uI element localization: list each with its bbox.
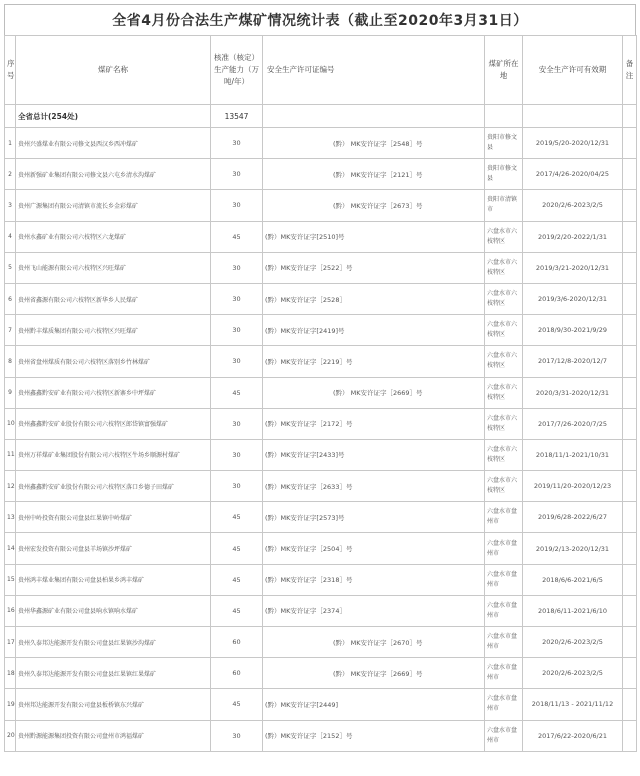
row-validity: 2020/2/6-2023/2/5	[523, 658, 623, 689]
row-seq: 1	[5, 128, 16, 159]
row-validity: 2018/9/30-2021/9/29	[523, 315, 623, 346]
row-license: (黔） MK安许证字［2670］号	[263, 627, 485, 658]
row-remark	[623, 533, 637, 564]
row-validity: 2019/2/13-2020/12/31	[523, 533, 623, 564]
row-validity: 2017/12/8-2020/12/7	[523, 346, 623, 377]
row-mine-name: 贵州水鑫矿业有限公司六枝特区六龙煤矿	[16, 221, 211, 252]
row-seq: 2	[5, 159, 16, 190]
row-validity: 2019/6/28-2022/6/27	[523, 502, 623, 533]
row-mine-name: 贵州黔源能源集团投资有限公司盘州市鸿福煤矿	[16, 720, 211, 751]
row-location: 贵阳市修文县	[485, 128, 523, 159]
row-mine-name: 贵州久泰邦达能源开发有限公司盘县红果镇沙沟煤矿	[16, 627, 211, 658]
row-location: 六盘水市盘州市	[485, 533, 523, 564]
row-validity: 2020/2/6-2023/2/5	[523, 627, 623, 658]
row-remark	[623, 377, 637, 408]
row-validity: 2019/3/21-2020/12/31	[523, 252, 623, 283]
row-remark	[623, 408, 637, 439]
table-row	[5, 283, 637, 314]
row-validity: 2019/11/20-2020/12/23	[523, 471, 623, 502]
row-capacity: 45	[211, 595, 263, 626]
row-license: (黔）MK安许证字[2510]号	[263, 221, 485, 252]
row-remark	[623, 595, 637, 626]
row-location: 贵阳市修文县	[485, 159, 523, 190]
row-license: (黔）MK安许证字[2419]号	[263, 315, 485, 346]
row-location: 六盘水市盘州市	[485, 658, 523, 689]
row-seq: 5	[5, 252, 16, 283]
header-mine-name: 煤矿名称	[16, 36, 211, 105]
row-remark	[623, 159, 637, 190]
row-capacity: 45	[211, 377, 263, 408]
row-capacity: 45	[211, 689, 263, 720]
row-mine-name: 贵州省盘州煤质有限公司六枝特区落别乡竹林煤矿	[16, 346, 211, 377]
row-remark	[623, 720, 637, 751]
row-remark	[623, 252, 637, 283]
header-license: 安全生产许可证编号	[263, 36, 485, 105]
table-row	[5, 159, 637, 190]
row-seq: 7	[5, 315, 16, 346]
row-remark	[623, 315, 637, 346]
row-capacity: 45	[211, 221, 263, 252]
row-seq: 11	[5, 439, 16, 470]
row-validity: 2020/2/6-2023/2/5	[523, 190, 623, 221]
row-capacity: 45	[211, 564, 263, 595]
row-mine-name: 贵州新强矿业集团有限公司修文县六屯乡清水沟煤矿	[16, 159, 211, 190]
row-location: 六盘水市六枝特区	[485, 471, 523, 502]
row-license: (黔）MK安许证字［2374］	[263, 595, 485, 626]
row-remark	[623, 564, 637, 595]
row-remark	[623, 128, 637, 159]
row-location: 贵阳市清镇市	[485, 190, 523, 221]
row-capacity: 60	[211, 627, 263, 658]
row-license: (黔） MK安许证字［2669］号	[263, 658, 485, 689]
table-row	[5, 689, 637, 720]
table-row	[5, 502, 637, 533]
table-row	[5, 315, 637, 346]
row-seq: 8	[5, 346, 16, 377]
row-validity: 2019/5/20-2020/12/31	[523, 128, 623, 159]
row-remark	[623, 190, 637, 221]
row-license: (黔） MK安许证字［2548］号	[263, 128, 485, 159]
header-seq: 序号	[5, 36, 16, 105]
row-seq: 12	[5, 471, 16, 502]
row-location: 六盘水市盘州市	[485, 689, 523, 720]
table-row	[5, 346, 637, 377]
table-row	[5, 408, 637, 439]
row-capacity: 30	[211, 439, 263, 470]
row-remark	[623, 627, 637, 658]
row-validity: 2019/3/6-2020/12/31	[523, 283, 623, 314]
row-license: (黔）MK安许证字[2449]	[263, 689, 485, 720]
row-validity: 2017/6/22-2020/6/21	[523, 720, 623, 751]
row-capacity: 30	[211, 346, 263, 377]
table-row	[5, 720, 637, 751]
row-license: (黔）MK安许证字[2573]号	[263, 502, 485, 533]
row-remark	[623, 689, 637, 720]
row-seq: 4	[5, 221, 16, 252]
row-validity: 2020/3/31-2020/12/31	[523, 377, 623, 408]
row-license: (黔）MK安许证字［2172］号	[263, 408, 485, 439]
row-remark	[623, 221, 637, 252]
row-mine-name: 贵州鑫鑫黔安矿业股份有限公司六枝特区郎岱镇富强煤矿	[16, 408, 211, 439]
row-capacity: 30	[211, 471, 263, 502]
table-row	[5, 564, 637, 595]
row-capacity: 60	[211, 658, 263, 689]
row-capacity: 30	[211, 720, 263, 751]
row-capacity: 30	[211, 252, 263, 283]
row-validity: 2018/11/13 - 2021/11/12	[523, 689, 623, 720]
row-mine-name: 贵州鸿丰煤业集团有限公司盘县柏果乡鸿丰煤矿	[16, 564, 211, 595]
row-capacity: 30	[211, 408, 263, 439]
table-row	[5, 533, 637, 564]
row-license: (黔）MK安许证字［2522］号	[263, 252, 485, 283]
table-row	[5, 658, 637, 689]
row-location: 六盘水市盘州市	[485, 595, 523, 626]
total-capacity: 13547	[211, 105, 263, 128]
row-validity: 2017/4/26-2020/04/25	[523, 159, 623, 190]
row-mine-name: 贵州华鑫源矿业有限公司盘县响水镇响水煤矿	[16, 595, 211, 626]
row-location: 六盘水市六枝特区	[485, 439, 523, 470]
row-seq: 9	[5, 377, 16, 408]
row-validity: 2018/6/11-2021/6/10	[523, 595, 623, 626]
statistics-sheet	[4, 4, 636, 752]
table-row	[5, 252, 637, 283]
row-location: 六盘水市盘州市	[485, 627, 523, 658]
table-row	[5, 190, 637, 221]
row-seq: 3	[5, 190, 16, 221]
coal-mine-table	[4, 35, 637, 752]
row-capacity: 45	[211, 533, 263, 564]
row-validity: 2019/2/20-2022/1/31	[523, 221, 623, 252]
row-license: (黔）MK安许证字［2633］号	[263, 471, 485, 502]
row-remark	[623, 502, 637, 533]
row-location: 六盘水市盘州市	[485, 564, 523, 595]
table-row	[5, 471, 637, 502]
row-seq: 15	[5, 564, 16, 595]
row-seq: 14	[5, 533, 16, 564]
header-location: 煤矿所在地	[485, 36, 523, 105]
row-mine-name: 贵州鑫鑫黔安矿业股份有限公司六枝特区落口乡德子田煤矿	[16, 471, 211, 502]
row-license: (黔） MK安许证字［2673］号	[263, 190, 485, 221]
row-remark	[623, 658, 637, 689]
table-row	[5, 627, 637, 658]
row-mine-name: 贵州中岭投资有限公司盘县红果镇中岭煤矿	[16, 502, 211, 533]
page-title: 全省4月份合法生产煤矿情况统计表（截止至2020年3月31日）	[4, 4, 636, 35]
row-remark	[623, 439, 637, 470]
row-remark	[623, 471, 637, 502]
row-validity: 2017/7/26-2020/7/25	[523, 408, 623, 439]
row-license: (黔）MK安许证字[2433]号	[263, 439, 485, 470]
row-capacity: 30	[211, 315, 263, 346]
total-row	[5, 105, 637, 128]
total-label: 全省总计(254处)	[16, 105, 211, 128]
table-row	[5, 221, 637, 252]
table-header-row	[5, 36, 637, 105]
row-license: (黔） MK安许证字［2669］号	[263, 377, 485, 408]
row-mine-name: 贵州鑫鑫黔安矿业有限公司六枝特区新寨乡中坪煤矿	[16, 377, 211, 408]
row-location: 六盘水市六枝特区	[485, 408, 523, 439]
table-row	[5, 439, 637, 470]
row-mine-name: 贵州兴盛煤业有限公司修文县西汉乡西冲煤矿	[16, 128, 211, 159]
row-capacity: 30	[211, 283, 263, 314]
row-location: 六盘水市盘州市	[485, 502, 523, 533]
row-capacity: 45	[211, 502, 263, 533]
row-location: 六盘水市六枝特区	[485, 221, 523, 252]
row-seq: 20	[5, 720, 16, 751]
row-mine-name: 贵州久泰邦达能源开发有限公司盘县红果镇红果煤矿	[16, 658, 211, 689]
header-remark: 备注	[623, 36, 637, 105]
row-license: (黔）MK安许证字［2318］号	[263, 564, 485, 595]
row-mine-name: 贵州万祥煤矿业集团股份有限公司六枝特区牛场乡顺源村煤矿	[16, 439, 211, 470]
header-capacity: 核准（核定）生产能力（万吨/年）	[211, 36, 263, 105]
header-validity: 安全生产许可有效期	[523, 36, 623, 105]
row-mine-name: 贵州广源集团有限公司清镇市流长乡金彩煤矿	[16, 190, 211, 221]
row-mine-name: 贵州邦达能源开发有限公司盘县板桥镇东兴煤矿	[16, 689, 211, 720]
row-location: 六盘水市六枝特区	[485, 252, 523, 283]
row-mine-name: 贵州黔丰煤质集团有限公司六枝特区兴旺煤矿	[16, 315, 211, 346]
row-mine-name: 贵州省鑫源有限公司六枝特区新华乡人民煤矿	[16, 283, 211, 314]
row-seq: 13	[5, 502, 16, 533]
row-seq: 17	[5, 627, 16, 658]
row-location: 六盘水市六枝特区	[485, 315, 523, 346]
row-seq: 19	[5, 689, 16, 720]
row-location: 六盘水市六枝特区	[485, 377, 523, 408]
row-validity: 2018/6/6-2021/6/5	[523, 564, 623, 595]
row-mine-name: 贵州宏发投资有限公司盘县羊场镇沙坪煤矿	[16, 533, 211, 564]
row-license: (黔）MK安许证字［2219］号	[263, 346, 485, 377]
row-license: (黔）MK安许证字［2152］号	[263, 720, 485, 751]
table-row	[5, 377, 637, 408]
table-row	[5, 128, 637, 159]
row-validity: 2018/11/1-2021/10/31	[523, 439, 623, 470]
row-capacity: 30	[211, 190, 263, 221]
row-capacity: 30	[211, 159, 263, 190]
row-mine-name: 贵州飞山能源有限公司六枝特区兴旺煤矿	[16, 252, 211, 283]
row-license: (黔）MK安许证字［2504］号	[263, 533, 485, 564]
row-license: (黔）MK安许证字［2528］	[263, 283, 485, 314]
row-remark	[623, 283, 637, 314]
row-seq: 10	[5, 408, 16, 439]
row-license: (黔） MK安许证字［2121］号	[263, 159, 485, 190]
row-capacity: 30	[211, 128, 263, 159]
table-row	[5, 595, 637, 626]
row-seq: 18	[5, 658, 16, 689]
row-seq: 16	[5, 595, 16, 626]
row-location: 六盘水市六枝特区	[485, 283, 523, 314]
row-location: 六盘水市六枝特区	[485, 346, 523, 377]
row-location: 六盘水市盘州市	[485, 720, 523, 751]
row-seq: 6	[5, 283, 16, 314]
row-remark	[623, 346, 637, 377]
